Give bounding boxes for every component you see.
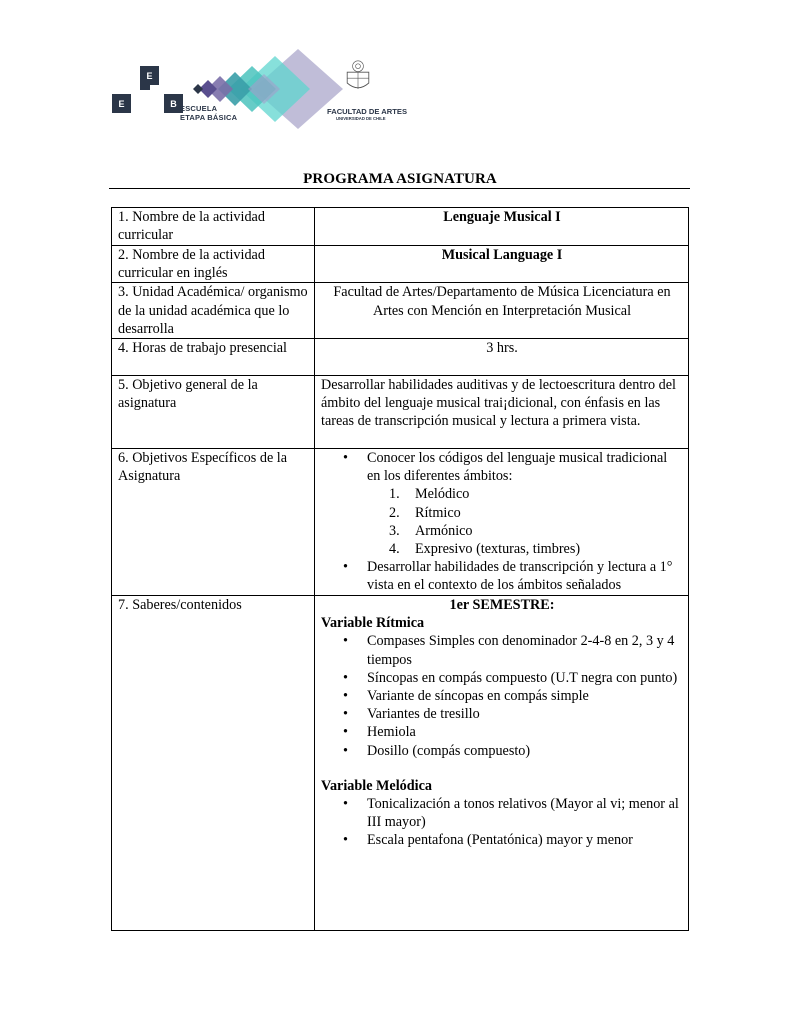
row-label: 7. Saberes/contenidos [112, 596, 315, 931]
table-row [112, 246, 689, 283]
item-number: 3. [389, 522, 400, 539]
logo-letter-e-top: E [140, 66, 159, 85]
row-value: 3 hrs. [315, 339, 689, 376]
item-text: Expresivo (texturas, timbres) [415, 541, 581, 558]
list-item [367, 449, 683, 558]
section-heading: Variable Rítmica [321, 615, 425, 632]
semester-heading: 1er SEMESTRE: [449, 597, 555, 614]
list-item [389, 540, 683, 558]
logo-letter-b: B [164, 94, 183, 113]
item-number: 4. [389, 541, 400, 558]
list-item: • Síncopas en compás compuesto (U.T negra con punto) [367, 669, 683, 687]
list-item: • Variante de síncopas en compás simple [367, 687, 683, 705]
table-row [112, 208, 689, 246]
item-number: 1. [389, 486, 400, 503]
spacer [321, 760, 683, 777]
section-heading: Variable Melódica [321, 777, 432, 794]
eeb-name-line-2: ETAPA BÁSICA [180, 113, 238, 122]
table-row [112, 376, 689, 449]
objective-text: Conocer los códigos del lenguaje musical tradicional en los diferentes ámbitos: [367, 450, 668, 485]
title-divider [109, 188, 690, 189]
item-number: 2. [389, 504, 400, 521]
row-value: Musical Language I [315, 246, 689, 283]
list-item: • Variantes de tresillo [367, 705, 683, 723]
table-row [112, 283, 689, 339]
list-item: • Dosillo (compás compuesto) [367, 742, 683, 760]
universidad-de-chile-name: UNIVERSIDAD DE CHILE [336, 116, 386, 121]
row-value: Desarrollar habilidades auditivas y de lectoescritura dentro del ámbito del lenguaje musical trai¡dicional, con énfasis en las tareas de transcripción musical y lectura a primera vista. [315, 376, 689, 449]
melodic-list [321, 795, 683, 850]
decorative-diamonds [180, 44, 345, 134]
objectives-list [321, 449, 683, 595]
row-label: 2. Nombre de la actividad curricular en inglés [112, 246, 315, 283]
facultad-de-artes-name: FACULTAD DE ARTES [327, 107, 408, 116]
row-value: Lenguaje Musical I [315, 208, 689, 246]
row-label: 3. Unidad Académica/ organismo de la unidad académica que lo desarrolla [112, 283, 315, 339]
program-table [111, 207, 689, 931]
list-item [367, 558, 683, 594]
rhythmic-list [321, 632, 683, 759]
row-label: 4. Horas de trabajo presencial [112, 339, 315, 376]
list-item [389, 504, 683, 522]
facultad-de-artes-emblem [340, 52, 400, 108]
row-label: 6. Objetivos Específicos de la Asignatura [112, 449, 315, 596]
row-label: 5. Objetivo general de la asignatura [112, 376, 315, 449]
list-item: • Compases Simples con denominador 2-4-8 en 2, 3 y 4 tiempos [367, 632, 683, 668]
logo-letter-e-bottom: E [112, 94, 131, 113]
table-row [112, 449, 689, 596]
list-item [389, 522, 683, 540]
row-value: Facultad de Artes/Departamento de Música Licenciatura en Artes con Mención en Interpretación Musical [315, 283, 689, 339]
objective-text: Desarrollar habilidades de transcripción y lectura a 1° vista en el contexto de los ámbitos señalados [367, 559, 673, 594]
list-item: • Tonicalización a tonos relativos (Mayor al vi; menor al III mayor) [367, 795, 683, 831]
item-text: Melódico [415, 486, 470, 503]
table-row [112, 596, 689, 931]
document-title: PROGRAMA ASIGNATURA [303, 171, 497, 187]
areas-list [367, 485, 683, 558]
eeb-name-line-1: ESCUELA [180, 104, 218, 113]
escuela-etapa-basica-logo [112, 66, 188, 122]
table-row [112, 339, 689, 376]
list-item: • Escala pentafona (Pentatónica) mayor y menor [367, 831, 683, 849]
row-label: 1. Nombre de la actividad curricular [112, 208, 315, 246]
list-item: • Hemiola [367, 723, 683, 741]
specific-objectives-cell [315, 449, 689, 596]
contents-cell [315, 596, 689, 931]
logo-block [140, 80, 150, 90]
item-text: Rítmico [415, 504, 461, 521]
list-item [389, 485, 683, 503]
item-text: Armónico [415, 522, 473, 539]
